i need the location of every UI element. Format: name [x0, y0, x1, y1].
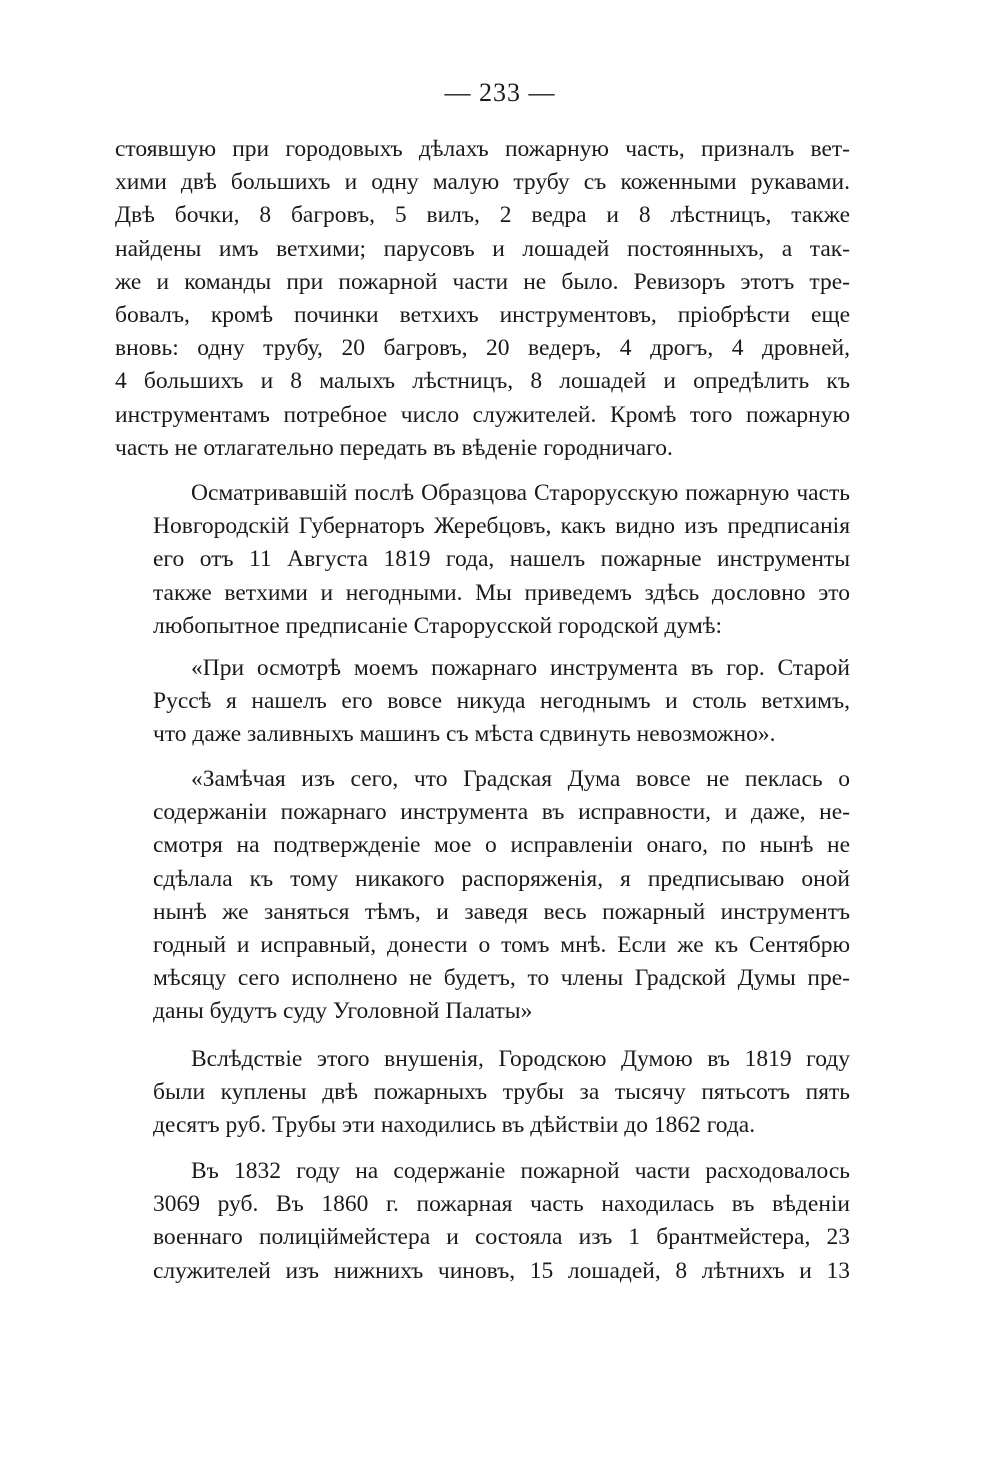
text-line: десятъ руб. Трубы эти находились въ дѣйствіи до 1862 года.	[153, 1112, 756, 1139]
text-line: также ветхими и негодными. Мы приведемъ здѣсь дословно это	[153, 579, 850, 606]
text-line: сдѣлала къ тому никакого распоряженія, я предписываю оной	[153, 865, 850, 892]
text-line: Вслѣдствіе этого внушенія, Городскою Думою въ 1819 году	[191, 1046, 850, 1072]
text-line: часть не отлагательно передать въ вѣденіе городничаго.	[115, 434, 673, 461]
text-line: даны будутъ суду Уголовной Палаты»	[153, 998, 533, 1025]
text-line: хими двѣ большихъ и одну малую трубу съ коженными рукавами.	[115, 169, 850, 196]
text-line: нынѣ же заняться тѣмъ, и заведя весь пожарный инструментъ	[153, 898, 850, 925]
paragraph-1	[115, 133, 850, 465]
text-line: стоявшую при городовыхъ дѣлахъ пожарную часть, призналъ вет-	[115, 136, 850, 162]
text-line: любопытное предписаніе Старорусской городской думѣ:	[153, 612, 722, 639]
text-line: найдены имъ ветхими; парусовъ и лошадей постоянныхъ, а так-	[115, 235, 850, 262]
text-line: инструментамъ потребное число служителей. Кромѣ того пожарную	[115, 401, 850, 428]
text-line: же и команды при пожарной части не было. Ревизоръ этотъ тре-	[115, 268, 850, 295]
quote-2	[115, 763, 850, 1029]
text-line: годный и исправный, донести о томъ мнѣ. Если же къ Сентябрю	[153, 932, 850, 959]
text-line: Руссѣ я нашелъ его вовсе никуда негоднымъ и столь ветхимъ,	[153, 688, 850, 715]
text-line: бовалъ, кромѣ починки ветхихъ инструментовъ, пріобрѣсти еще	[115, 302, 850, 329]
text-line: были куплены двѣ пожарныхъ трубы за тысячу пятьсотъ пять	[153, 1079, 850, 1106]
text-line: что даже заливныхъ машинъ съ мѣста сдвинуть невозможно».	[153, 721, 776, 748]
text-line: вновь: одну трубу, 20 багровъ, 20 ведеръ, 4 дрогъ, 4 дровней,	[115, 335, 850, 362]
text-line: содержаніи пожарнаго инструмента въ исправности, и даже, не-	[153, 799, 850, 826]
text-line: «Замѣчая изъ сего, что Градская Дума вовсе не пеклась о	[191, 766, 850, 792]
text-line: «При осмотрѣ моемъ пожарнаго инструмента въ гор. Старой	[191, 655, 850, 681]
paragraph-3	[115, 1043, 850, 1143]
paragraph-4	[115, 1155, 850, 1288]
paragraph-2	[115, 477, 850, 643]
page-number: — 233 —	[444, 78, 556, 107]
text-line: Въ 1832 году на содержаніе пожарной части расходовалось	[191, 1158, 850, 1184]
text-line: Осматривавшій послѣ Образцова Старорусскую пожарную часть	[191, 480, 850, 506]
text-line: мѣсяцу сего исполнено не будетъ, то члены Градской Думы пре-	[153, 965, 850, 992]
text-line: военнаго полиціймейстера и состояла изъ 1 брантмейстера, 23	[153, 1224, 850, 1251]
text-line: Новгородскій Губернаторъ Жеребцовъ, какъ видно изъ предписанія	[153, 513, 850, 540]
quote-1	[115, 652, 850, 752]
text-line: Двѣ бочки, 8 багровъ, 5 вилъ, 2 ведра и 8 лѣстницъ, также	[115, 202, 850, 229]
text-line: смотря на подтвержденіе мое о исправленіи онаго, по нынѣ не	[153, 832, 850, 859]
text-line: служителей изъ нижнихъ чиновъ, 15 лошадей, 8 лѣтнихъ и 13	[153, 1257, 850, 1284]
text-line: его отъ 11 Августа 1819 года, нашелъ пожарные инструменты	[153, 546, 850, 573]
text-line: 4 большихъ и 8 малыхъ лѣстницъ, 8 лошадей и опредѣлить къ	[115, 368, 850, 395]
text-line: 3069 руб. Въ 1860 г. пожарная часть находилась въ вѣденіи	[153, 1191, 850, 1218]
